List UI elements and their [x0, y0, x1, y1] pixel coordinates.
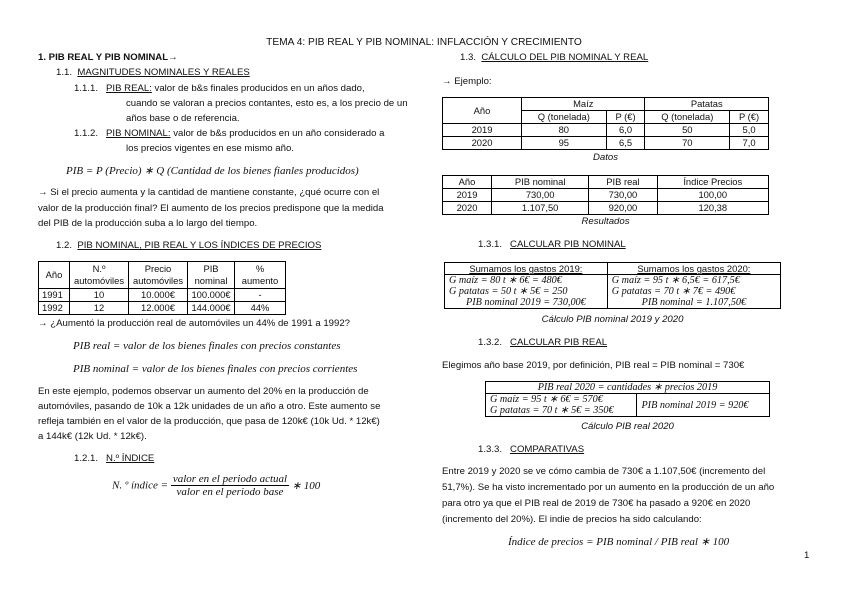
- table-header: PIB real: [589, 176, 657, 189]
- page-title: TEMA 4: PIB REAL Y PIB NOMINAL: INFLACCIÓN Y CRECIMIENTO: [266, 37, 582, 48]
- price-index-formula: Índice de precios = PIB nominal / PIB real ∗ 100: [508, 536, 730, 548]
- table-row: 2019 730,00 730,00 100,00: [443, 189, 769, 202]
- arrow-right-icon: →: [168, 52, 178, 63]
- pib-nominal-definition: [74, 128, 384, 139]
- table-header: Maíz: [522, 98, 645, 111]
- calc-total: PIB nominal 2019 = 730,00€: [445, 297, 608, 309]
- example-label: → Ejemplo:: [442, 76, 492, 87]
- example-paragraph: automóviles, pasando de 10k a 12k unidades de un año a otro. Este aumento se: [38, 401, 381, 412]
- calc-line: G maíz = 95 t ∗ 6,5€ = 617,5€: [607, 275, 780, 287]
- index-fraction: [171, 473, 289, 498]
- table-header: Q (tonelada): [522, 111, 607, 124]
- section-number: 1.3.1.: [478, 239, 503, 250]
- arrow-right-icon: →: [442, 76, 452, 87]
- section-title: COMPARATIVAS: [510, 444, 585, 455]
- table-header: Precio automóviles: [129, 262, 188, 289]
- table-row: 1992 12 12.000€ 144.000€ 44%: [39, 302, 286, 315]
- table-header: Índice Precios: [657, 176, 768, 189]
- section-number: 1.3.3.: [478, 444, 503, 455]
- table-caption: Cálculo PIB real 2020: [581, 421, 674, 432]
- table-header: Sumamos los gastos 2020:: [607, 263, 780, 275]
- table-header: Q (tonelada): [645, 111, 730, 124]
- example-paragraph: a 144k€ (12k Ud. * 12k€).: [38, 431, 147, 442]
- pib-real-definition: [74, 83, 365, 94]
- section-number: 1.1.2.: [74, 128, 99, 139]
- section-number: 1.2.: [56, 240, 73, 251]
- table-header: P (€): [730, 111, 769, 124]
- table-caption: Resultados: [581, 216, 630, 227]
- section-number: 1.1.: [56, 67, 73, 78]
- table-header: % aumento: [235, 262, 286, 289]
- arrow-right-icon: →: [38, 187, 48, 198]
- comparison-paragraph: (incremento del 20%). El indie de precios ha sido calculando:: [442, 514, 702, 525]
- definition-text: años base o de referencia.: [126, 113, 240, 124]
- calc-total: PIB nominal = 1.107,50€: [607, 297, 780, 309]
- section-1-title: 1. PIB REAL Y PIB NOMINAL: [38, 52, 169, 63]
- real-calc-table: [485, 381, 770, 417]
- index-formula: N. º índice = $\frac{\text{valor en el periodo actual}}{\text{valor en el periodo base}}$ ∗ 100: [112, 473, 321, 498]
- table-header: PIB real 2020 = cantidades ∗ precios 2019: [486, 382, 770, 394]
- table-row: 1991 10 10.000€ 100.000€ -: [39, 289, 286, 302]
- table-header: Año: [39, 262, 70, 289]
- section-title: PIB NOMINAL, PIB REAL Y LOS ÍNDICES DE PRECIOS: [77, 240, 322, 251]
- comparison-paragraph: para otro ya que el PIB real de 2019 de 730€ ha pasado a 920€ en 2020: [442, 498, 751, 509]
- question-paragraph: → Si el precio aumenta y la cantidad de mantiene constante, ¿qué ocurre con el: [38, 187, 380, 198]
- data-table: [442, 97, 769, 150]
- table-header: Sumamos los gastos 2019:: [445, 263, 608, 275]
- section-number: 1.1.1.: [74, 83, 99, 94]
- section-1-1-heading: [56, 67, 250, 78]
- question-paragraph-line: valor de la producción final? El aumento de los precios predispone que la medida: [38, 203, 384, 214]
- section-1-3-2-heading: [478, 337, 607, 348]
- table-row: 2020 1.107,50 920,00 120,38: [443, 202, 769, 215]
- table-header: PIB nominal: [188, 262, 235, 289]
- automobile-table: [38, 261, 286, 315]
- fraction-denominator: valor en el periodo base: [176, 486, 284, 498]
- pib-real-formula: PIB real = valor de los bienes finales con precios constantes: [73, 340, 341, 352]
- page-number: 1: [804, 550, 810, 561]
- arrow-right-icon: →: [38, 318, 48, 329]
- table-caption: Cálculo PIB nominal 2019 y 2020: [541, 314, 684, 325]
- table-row: 2020 95 6,5 70 7,0: [443, 137, 769, 150]
- section-1-2-1-heading: [74, 453, 154, 464]
- table-caption: Datos: [592, 152, 619, 163]
- table-header: PIB nominal: [492, 176, 589, 189]
- section-title: N.º ÍNDICE: [106, 453, 155, 464]
- comparison-paragraph: 51,7%). Se ha visto incrementado por un aumento en la producción de un año: [442, 482, 775, 493]
- pib-formula: PIB = P (Precio) ∗ Q (Cantidad de los bienes fianles producidos): [66, 165, 359, 177]
- table-header: Patatas: [645, 98, 769, 111]
- section-number: 1.2.1.: [74, 453, 99, 464]
- nominal-calc-table: [444, 262, 781, 309]
- section-title: CÁLCULO DEL PIB NOMINAL Y REAL: [481, 52, 649, 63]
- section-1-3-1-heading: [478, 239, 626, 250]
- section-title: CALCULAR PIB REAL: [510, 337, 608, 348]
- example-paragraph: En este ejemplo, podemos observar un aumento del 20% en la producción de: [38, 386, 369, 397]
- section-number: 1.3.: [460, 52, 477, 63]
- calc-line: G maíz = 80 t ∗ 6€ = 480€: [445, 275, 608, 287]
- section-title: CALCULAR PIB NOMINAL: [510, 239, 626, 250]
- table-row: 2019 80 6,0 50 5,0: [443, 124, 769, 137]
- section-1-2-heading: [56, 240, 321, 251]
- table-header-row: [443, 176, 769, 189]
- calc-total: PIB nominal 2019 = 920€: [637, 394, 770, 417]
- definition-text: valor de b&s producidos en un año considerado a: [170, 128, 385, 139]
- section-1-3-3-heading: [478, 444, 584, 455]
- base-year-text: Elegimos año base 2019, por definición, PIB real = PIB nominal = 730€: [442, 360, 745, 371]
- calc-line: G patatas = 70 t ∗ 5€ = 350€: [486, 405, 637, 417]
- question-paragraph-line: del PIB de la producción suba a lo largo del tiempo.: [38, 218, 258, 229]
- comparison-paragraph: Entre 2019 y 2020 se ve cómo cambia de 730€ a 1.107,50€ (incremento del: [442, 466, 766, 477]
- section-number: 1.3.2.: [478, 337, 503, 348]
- pib-nominal-formula: PIB nominal = valor de los bienes finales con precios corrientes: [73, 363, 358, 375]
- fraction-numerator: valor en el periodo actual: [172, 473, 288, 485]
- calc-line: G patatas = 70 t ∗ 7€ = 490€: [607, 286, 780, 297]
- definition-text: cuando se valoran a precios contantes, esto es, a los precio de un: [126, 98, 408, 109]
- table-header-row: [39, 262, 286, 289]
- pib-real-term: PIB REAL:: [106, 83, 152, 94]
- definition-text: valor de b&s finales producidos en un años dado,: [151, 83, 365, 94]
- section-1-3-heading: [460, 52, 648, 63]
- table-header: Año: [443, 176, 492, 189]
- question-2: → ¿Aumentó la producción real de automóviles un 44% de 1991 a 1992?: [38, 318, 350, 329]
- calc-line: G maíz = 95 t ∗ 6€ = 570€: [486, 394, 637, 406]
- pib-nominal-term: PIB NOMINAL:: [106, 128, 171, 139]
- calc-line: G patatas = 50 t ∗ 5€ = 250: [445, 286, 608, 297]
- table-header: N.º automóviles: [70, 262, 129, 289]
- example-paragraph: refleja también en el valor de la producción, que pasa de 120k€ (10k Ud. * 12k€): [38, 416, 380, 427]
- table-header: Año: [443, 98, 522, 124]
- section-title: MAGNITUDES NOMINALES Y REALES: [77, 67, 250, 78]
- definition-text: los precios vigentes en ese mismo año.: [126, 143, 294, 154]
- table-header: P (€): [606, 111, 645, 124]
- section-1-heading: [38, 52, 178, 63]
- results-table: [442, 175, 769, 215]
